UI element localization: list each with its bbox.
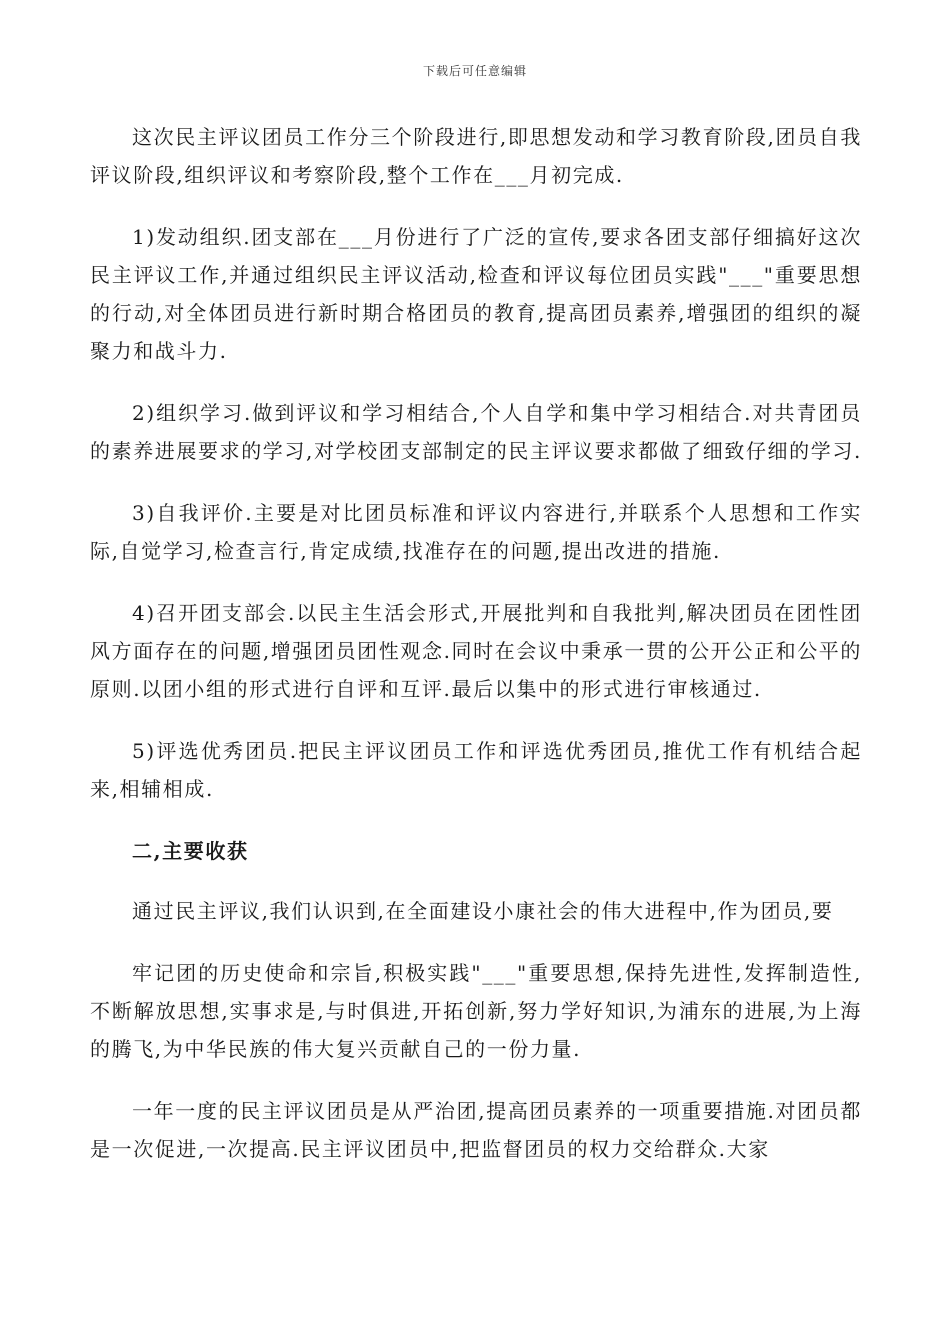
paragraph-step-4: 4)召开团支部会.以民主生活会形式,开展批判和自我批判,解决团员在团性团风方面存在的问题,增强团员团性观念.同时在会议中秉承一贯的公开公正和公平的原则.以团小组的形式进行自评和互评.最后以集中的形式进行审核通过.: [90, 601, 862, 701]
paragraph-step-3: 3)自我评价.主要是对比团员标准和评议内容进行,并联系个人思想和工作实际,自觉学习,检查言行,肯定成绩,找准存在的问题,提出改进的措施.: [90, 501, 862, 563]
section-heading: 二,主要收获: [132, 839, 249, 863]
paragraph-step-2: 2)组织学习.做到评议和学习相结合,个人自学和集中学习相结合.对共青团员的素养进展要求的学习,对学校团支部制定的民主评议要求都做了细致仔细的学习.: [90, 401, 862, 463]
document-body: [90, 118, 862, 1192]
paragraph-gains-3: 一年一度的民主评议团员是从严治团,提高团员素养的一项重要措施.对团员都是一次促进,一次提高.民主评议团员中,把监督团员的权力交给群众.大家: [90, 1099, 862, 1161]
paragraph-intro: 这次民主评议团员工作分三个阶段进行,即思想发动和学习教育阶段,团员自我评议阶段,组织评议和考察阶段,整个工作在___月初完成.: [90, 125, 862, 187]
paragraph-gains-2: 牢记团的历史使命和宗旨,积极实践"___"重要思想,保持先进性,发挥制造性,不断解放思想,实事求是,与时俱进,开拓创新,努力学好知识,为浦东的进展,为上海的腾飞,为中华民族的伟大复兴贡献自己的一份力量.: [90, 961, 862, 1061]
paragraph-step-5: 5)评选优秀团员.把民主评议团员工作和评选优秀团员,推优工作有机结合起来,相辅相成.: [90, 739, 862, 801]
paragraph-step-1: 1)发动组织.团支部在___月份进行了广泛的宣传,要求各团支部仔细搞好这次民主评议工作,并通过组织民主评议活动,检查和评议每位团员实践"___"重要思想的行动,对全体团员进行新时期合格团员的教育,提高团员素养,增强团的组织的凝聚力和战斗力.: [90, 225, 862, 363]
paragraph-gains-1: 通过民主评议,我们认识到,在全面建设小康社会的伟大进程中,作为团员,要: [132, 899, 834, 923]
page-header: 下载后可任意编辑: [422, 64, 527, 78]
